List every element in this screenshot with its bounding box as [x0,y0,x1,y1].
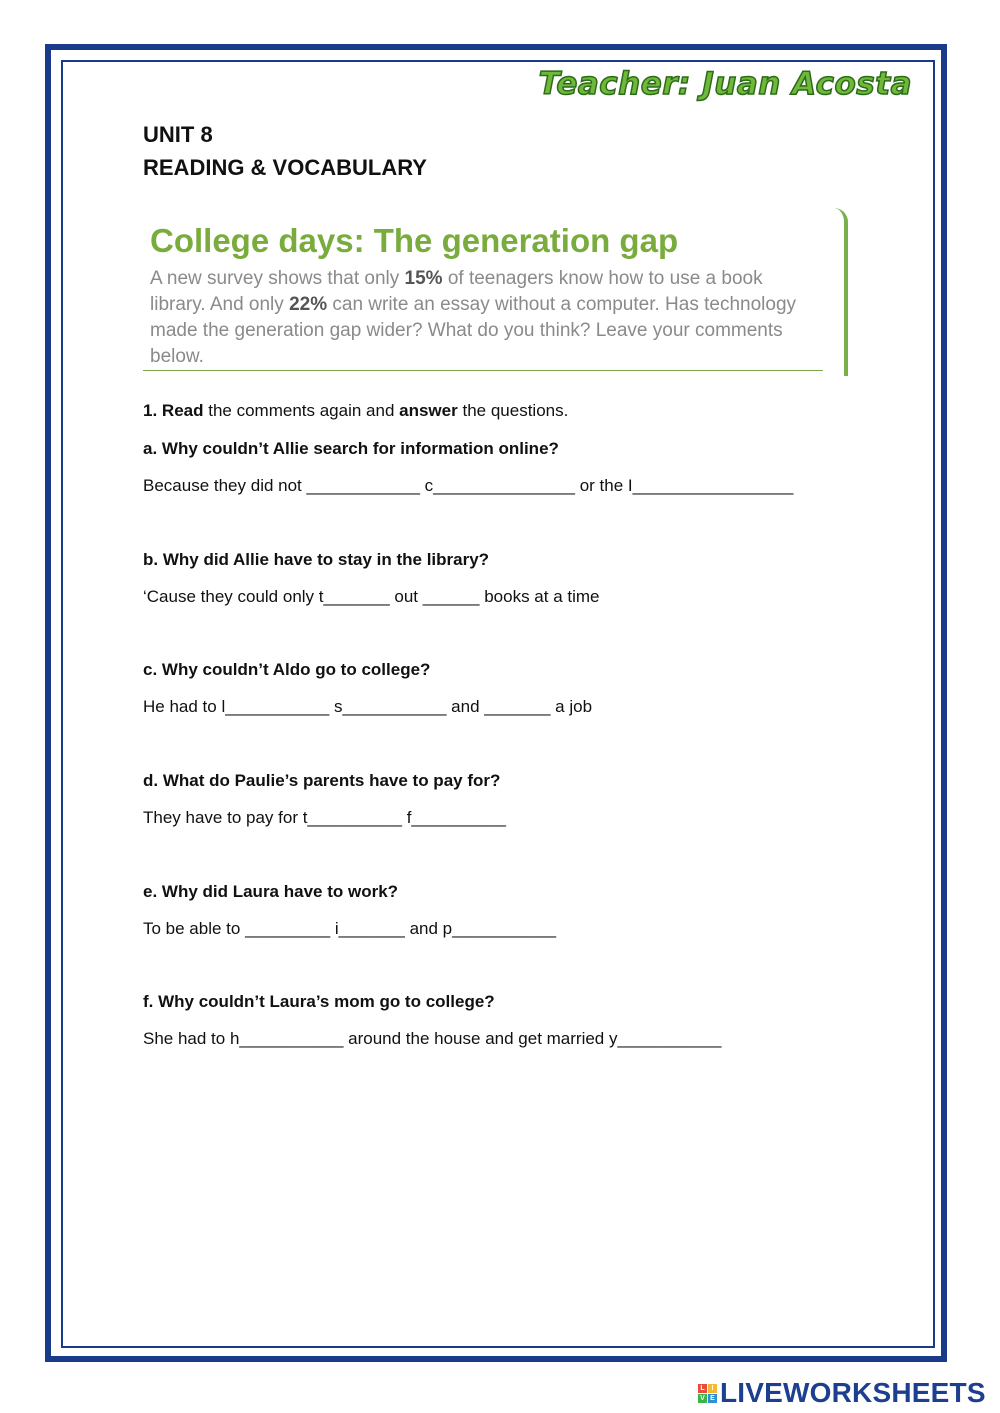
question-f: f. Why couldn’t Laura’s mom go to college? [143,992,495,1011]
stat-15: 15% [404,268,443,289]
stat-22: 22% [289,294,328,315]
unit-title: UNIT 8 [143,122,213,147]
question-d: d. What do Paulie’s parents have to pay for? [143,771,501,790]
answer-c[interactable]: He had to l___________ s___________ and _______ a job [143,697,593,716]
section-title: READING & VOCABULARY [143,155,427,180]
answer-b[interactable]: ‘Cause they could only t_______ out ______ books at a time [143,587,600,606]
logo-text: LIVEWORKSHEETS [720,1377,986,1408]
answer-e[interactable]: To be able to _________ i_______ and p___________ [143,919,557,938]
question-e: e. Why did Laura have to work? [143,882,399,901]
liveworksheets-logo [698,1378,986,1408]
answer-a[interactable]: Because they did not ____________ c_______________ or the I_________________ [143,476,794,495]
instruction: 1. Read the comments again and answer the questions. [143,401,569,420]
answer-d[interactable]: They have to pay for t__________ f__________ [143,808,506,827]
logo-letter: L [698,1384,707,1393]
logo-letter: E [708,1394,717,1403]
logo-letter: V [698,1394,707,1403]
logo-letter: I [708,1384,717,1393]
article-box [143,208,823,371]
question-c: c. Why couldn’t Aldo go to college? [143,660,431,679]
logo-icon [698,1384,717,1403]
answer-f[interactable]: She had to h___________ around the house and get married y___________ [143,1029,722,1048]
article-title: College days: The generation gap [150,222,679,259]
question-b: b. Why did Allie have to stay in the library? [143,550,490,569]
teacher-name: Teacher: Juan Acosta [538,66,912,102]
article-body: A new survey shows that only 15% of teenagers know how to use a book library. And only 22% can write an essay without a computer. Has technology made the generation gap wider? What do you think? Leave your comments below. [150,268,797,367]
question-a: a. Why couldn’t Allie search for information online? [143,439,559,458]
article-bracket [826,208,848,376]
